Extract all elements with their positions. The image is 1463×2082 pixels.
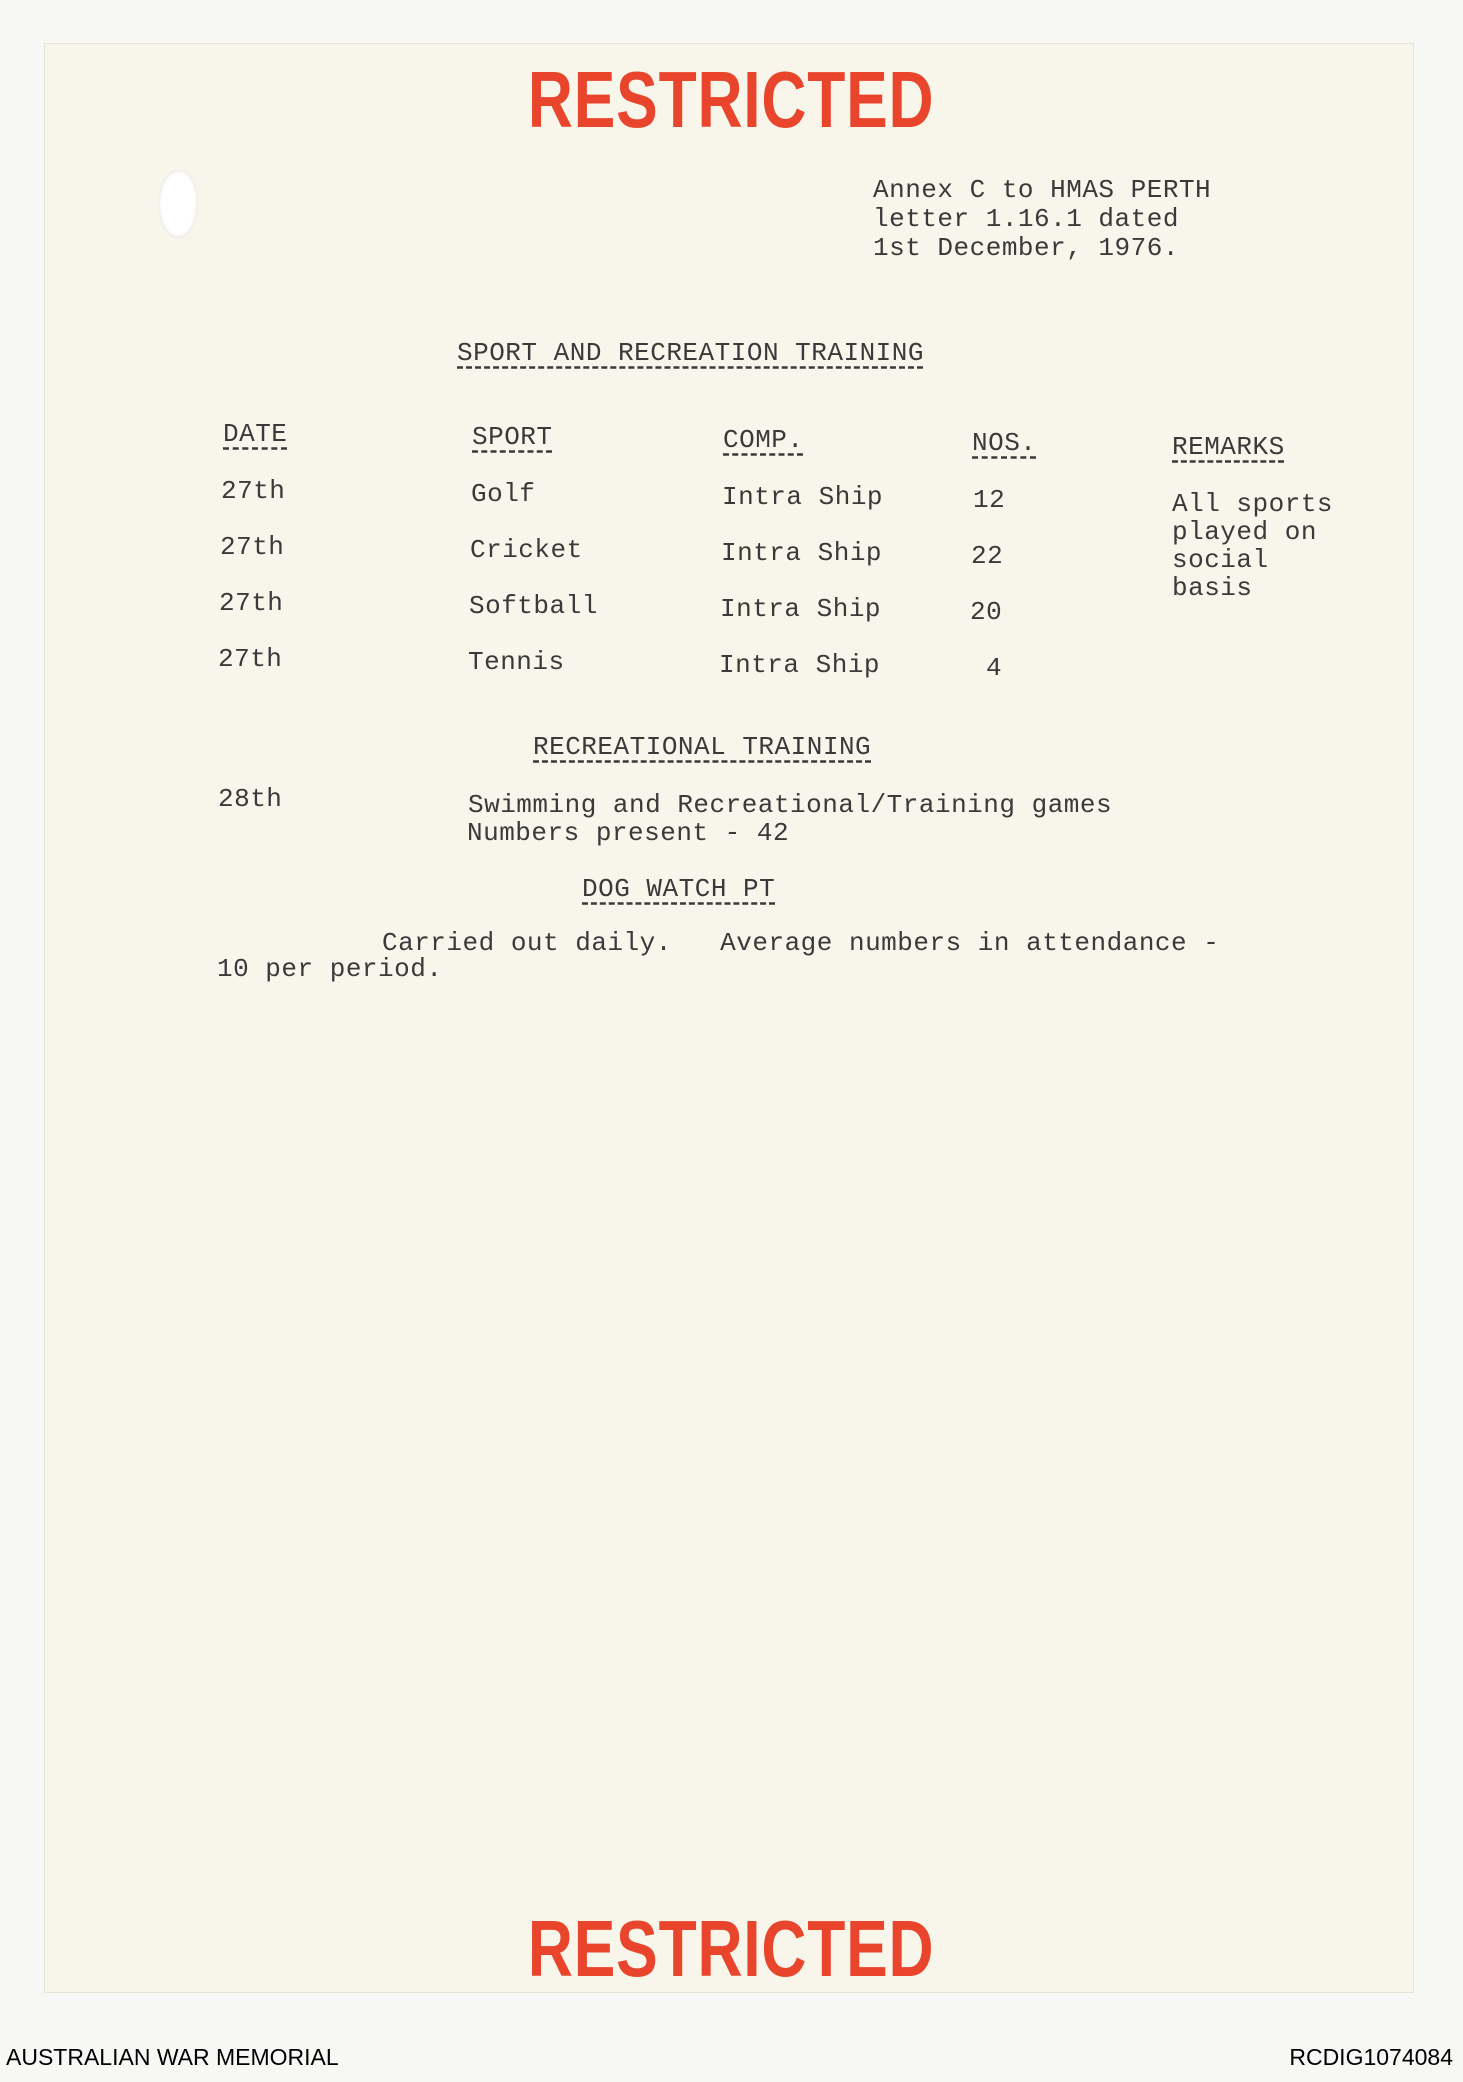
row-comp: Intra Ship	[720, 594, 882, 624]
dog-watch-text-cont: 10 per period.	[217, 954, 443, 984]
footer-archive-label: AUSTRALIAN WAR MEMORIAL	[6, 2044, 339, 2070]
header-date: DATE	[223, 419, 288, 449]
row-date: 27th	[218, 644, 283, 674]
dog-watch-title: DOG WATCH PT	[582, 874, 776, 904]
annex-line: letter 1.16.1 dated	[873, 204, 1179, 234]
row-nos: 4	[986, 653, 1003, 683]
row-nos: 22	[971, 541, 1004, 571]
header-sport: SPORT	[472, 422, 553, 452]
header-remarks: REMARKS	[1172, 432, 1285, 462]
row-date: 27th	[221, 476, 286, 506]
annex-line: 1st December, 1976.	[873, 233, 1179, 263]
header-nos: NOS.	[972, 428, 1037, 458]
row-sport: Cricket	[470, 535, 583, 565]
row-date: 27th	[220, 532, 285, 562]
recreational-activity: Swimming and Recreational/Training games	[468, 790, 1113, 820]
row-comp: Intra Ship	[721, 538, 883, 568]
row-comp: Intra Ship	[722, 482, 884, 512]
row-sport: Softball	[469, 591, 598, 621]
remarks-line: basis	[1172, 573, 1253, 603]
row-comp: Intra Ship	[719, 650, 881, 680]
remarks-text	[1172, 490, 1333, 602]
row-nos: 12	[973, 485, 1006, 515]
footer-record-id: RCDIG1074084	[1289, 2044, 1453, 2070]
remarks-line: social	[1172, 545, 1269, 575]
row-sport: Tennis	[468, 647, 565, 677]
row-date: 27th	[219, 588, 284, 618]
punch-hole	[158, 170, 198, 238]
restricted-stamp-top: RESTRICTED	[527, 55, 935, 144]
restricted-stamp-bottom: RESTRICTED	[527, 1904, 935, 1993]
annex-line: Annex C to HMAS PERTH	[873, 175, 1212, 205]
annex-reference	[873, 176, 1211, 263]
header-comp: COMP.	[723, 425, 804, 455]
row-sport: Golf	[471, 479, 536, 509]
dog-watch-text: Carried out daily. Average numbers in attendance -	[382, 928, 1220, 958]
remarks-line: played on	[1172, 517, 1317, 547]
sport-section-title: SPORT AND RECREATION TRAINING	[457, 338, 924, 368]
recreational-date: 28th	[218, 784, 283, 814]
document-page	[45, 44, 1413, 1992]
row-nos: 20	[970, 597, 1003, 627]
recreational-section-title: RECREATIONAL TRAINING	[533, 732, 872, 762]
remarks-line: All sports	[1172, 489, 1334, 519]
recreational-numbers: Numbers present - 42	[467, 818, 790, 848]
